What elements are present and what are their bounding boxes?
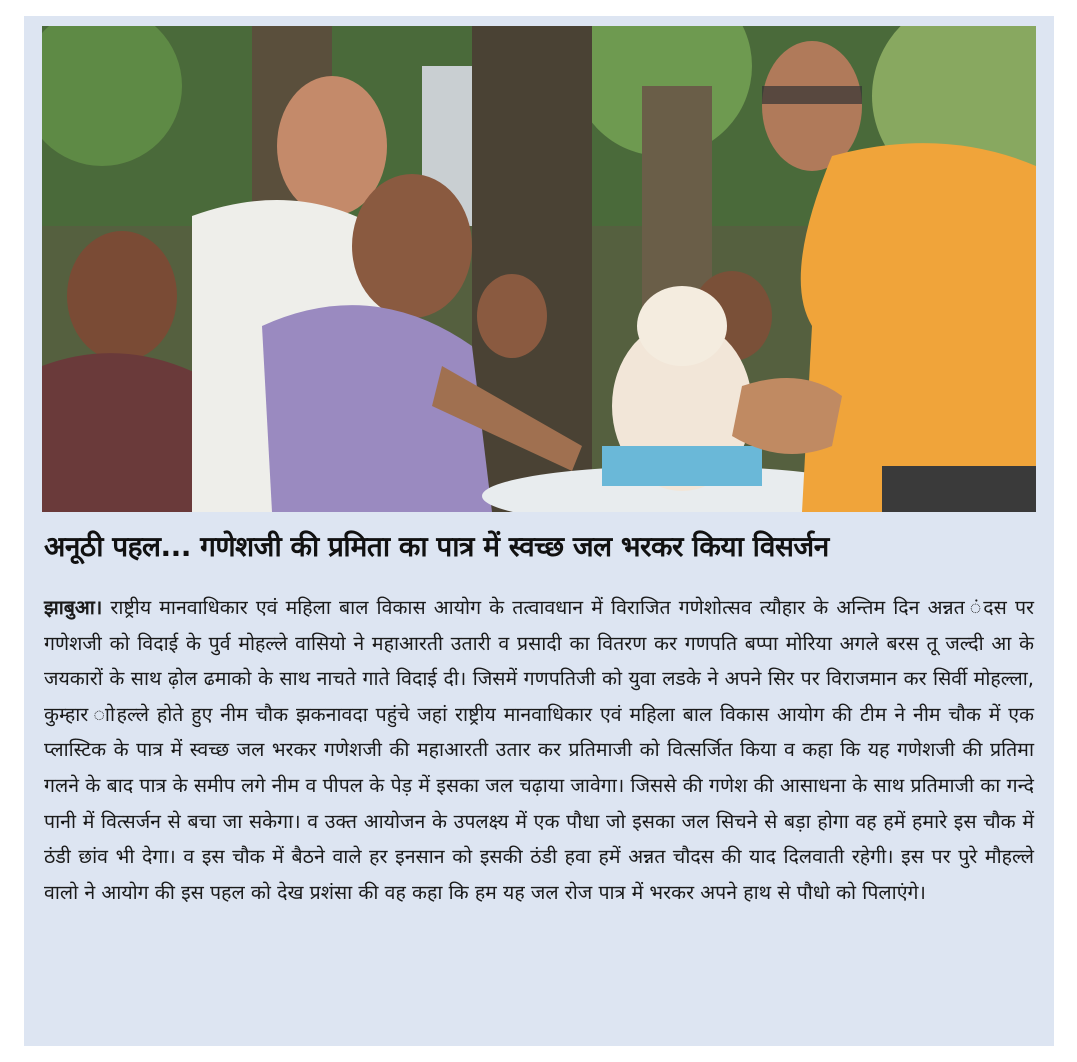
article-text: राष्ट्रीय मानवाधिकार एवं महिला बाल विकास आयोग के तत्वावधान में विराजित गणेशोत्सव त्यौहार के अन्तिम दिन अन्नत ंदस पर गणेशजी को विदाई के पुर्व मोहल्ले वासियो ने महाआरती उतारी व प्रसादी का वितरण कर गणपति बप्पा मोरिया अगले बरस तू जल्दी आ के जयकारों के साथ ढ़ोल ढमाको के साथ नाचते गाते विदाई दी। जिसमें गणपतिजी को युवा लडके ने अपने सिर पर विराजमान कर सिर्वी मोहल्ला, कुम्हार ाोहल्ले होते हुए नीम चौक झकनावदा पहुंचे जहां राष्ट्रीय मानवाधिकार एवं महिला बाल विकास आयोग की टीम ने नीम चौक में एक प्लास्टिक के पात्र में स्वच्छ जल भरकर गणेशजी की महाआरती उतार कर प्रतिमाजी को वित्सर्जित किया व कहा कि यह गणेशजी की प्रतिमा गलने के बाद पात्र के समीप लगे नीम व पीपल के पेड़ में इसका जल चढ़ाया जावेगा। जिससे की गणेश की आसाधना के साथ प्रतिमाजी का गन्दे पानी में वित्सर्जन से बचा जा सकेगा। व उक्त आयोजन के उपलक्ष्य में एक पौधा जो इसका जल सिचने से बड़ा होगा वह हमें हमारे इस चौक में ठंडी छांव भी देगा। व इस चौक में बैठने वाले हर इनसान को इसकी ठंडी हवा हमें अन्नत चौदस की याद दिलवाती रहेगी। इस पर पुरे मौहल्ले वालो ने आयोग की इस पहल को देख प्रशंसा की वह कहा कि हम यह जल रोज पात्र में भरकर अपने हाथ से पौधो को पिलाएंगे। — [44, 596, 1034, 904]
dateline: झाबुआ। — [44, 596, 103, 619]
article-body — [44, 590, 1034, 910]
headline: अनूठी पहल... गणेशजी की प्रमिता का पात्र में स्वच्छ जल भरकर किया विसर्जन — [44, 530, 829, 563]
newspaper-clipping — [24, 16, 1054, 1046]
photo-illustration — [42, 26, 1036, 512]
news-photo — [42, 26, 1036, 512]
